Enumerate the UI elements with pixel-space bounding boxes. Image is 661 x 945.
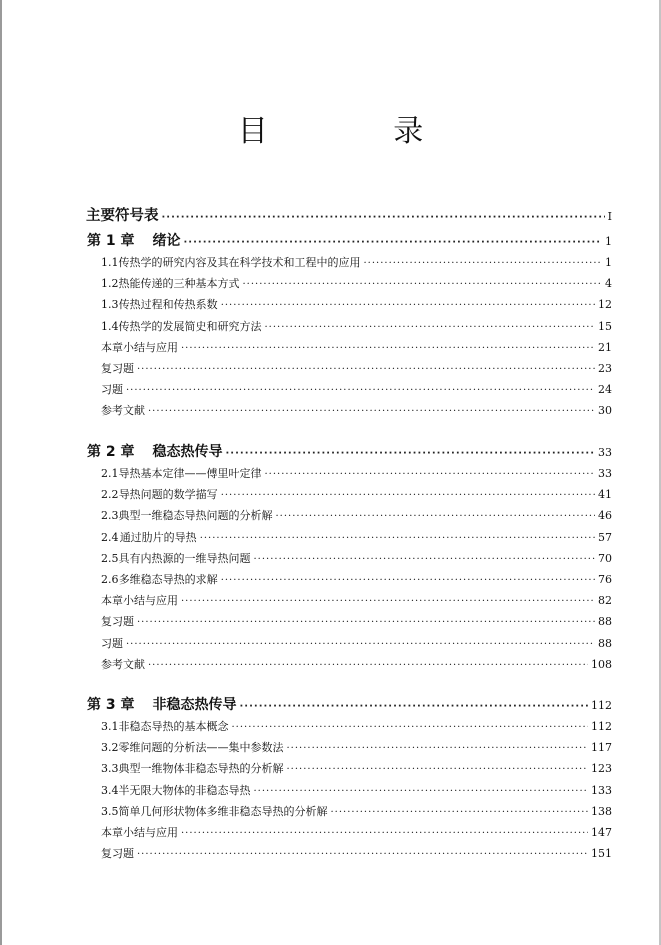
dot-leader [243,279,603,290]
toc-entry-number: 1.2 [101,277,119,291]
toc-entry-page: 133 [591,783,612,797]
toc-extra-1-3[interactable] [101,381,612,397]
dot-leader [200,533,595,544]
toc-section-1-4[interactable] [101,318,612,334]
toc-entry-number: 2.3 [101,509,119,523]
toc-entry-number: 3.2 [101,741,119,755]
toc-entry-title: 传热学的发展简史和研究方法 [118,319,262,333]
toc-entry-number: 3.3 [101,762,119,776]
toc-section-1-1[interactable] [101,254,612,270]
toc-entry-number: 2.2 [101,488,119,502]
toc-entry-title: 零维问题的分析法——集中参数法 [118,741,284,755]
toc-entry-title: 绪论 [152,233,181,249]
toc-section-2-3[interactable] [101,507,612,523]
toc-entry-title: 简单几何形状物体多维非稳态导热的分析解 [118,804,328,818]
toc-section-3-2[interactable] [101,739,612,755]
toc-entry-page: 23 [598,362,612,375]
toc-entry-title: 稳态热传导 [152,444,223,460]
toc-entry-title: 具有内热源的一维导热问题 [118,551,251,565]
toc-entry-page: 1 [605,235,612,248]
toc-section-2-6[interactable] [101,571,612,587]
toc-entry-number: 1.4 [101,319,119,333]
toc-chapter-2[interactable] [87,441,612,461]
toc-section-1-3[interactable] [101,296,612,312]
dot-leader [254,554,596,565]
dot-leader [226,448,596,459]
toc-entry-title: 复习题 [101,847,134,861]
toc-entry-page: 76 [598,573,612,586]
dot-leader [184,237,603,248]
dot-leader [232,722,589,733]
toc-entry-title: 非稳态热传导 [152,697,237,713]
toc-extra-2-1[interactable] [101,592,612,608]
toc-entry-page: 4 [605,277,612,291]
toc-entry-page: 82 [598,594,612,608]
toc-entry-title: 传热过程和传热系数 [118,298,218,312]
toc-entry-number: 1.3 [101,298,119,312]
toc-section-3-5[interactable] [101,803,612,819]
toc-entry-page: 151 [591,847,612,861]
toc-entry-page: 21 [598,340,612,354]
toc-extra-1-4[interactable] [101,402,612,418]
toc-entry-page: 30 [598,404,612,418]
dot-leader [126,385,595,396]
toc-entry-page: 1 [605,256,612,269]
toc-entry-number: 第 1 章 [87,233,135,249]
toc-entry-title: 习题 [101,636,123,650]
toc-entry-page: 33 [598,467,612,480]
dot-leader [254,786,589,797]
toc-entry-number: 第 2 章 [87,444,135,460]
toc-entry-title: 半无限大物体的非稳态导热 [118,783,251,797]
toc-entry-number: 3.5 [101,804,119,818]
toc-entry-title: 典型一维物体非稳态导热的分析解 [118,762,284,776]
toc-entry-title: 参考文献 [101,404,145,418]
toc-entry-title: 参考文献 [101,657,145,671]
toc-entry-title: 传热学的研究内容及其在科学技术和工程中的应用 [118,256,361,269]
toc-extra-2-3[interactable] [101,635,612,651]
dot-leader [364,258,603,269]
toc-entry-title: 本章小结与应用 [101,340,178,354]
toc-entry-page: 117 [591,741,612,755]
toc-entry-page: 112 [591,720,612,733]
dot-leader [221,575,595,586]
toc-extra-2-2[interactable] [101,613,612,629]
dot-leader [137,849,588,860]
dot-leader [287,743,589,754]
toc-entry-page: I [607,210,612,223]
toc-entry-page: 46 [598,509,612,523]
toc-section-3-1[interactable] [101,718,612,734]
toc-entry-title: 非稳态导热的基本概念 [118,720,229,733]
toc-section-1-2[interactable] [101,275,612,291]
toc-entry-title: 典型一维稳态导热问题的分析解 [118,509,273,523]
toc-extra-3-1[interactable] [101,824,612,840]
dot-leader [148,660,588,671]
dot-leader [265,469,596,480]
toc-entry-page: 112 [591,699,612,712]
toc-entry-page: 24 [598,383,612,397]
dot-leader [148,406,595,417]
toc-entry-number: 3.1 [101,720,119,733]
toc-entry-number: 2.6 [101,573,119,586]
toc-entry-title: 复习题 [101,615,134,629]
toc-entry-page: 138 [591,804,612,818]
toc-entry-title: 导热基本定律——傅里叶定律 [118,467,262,480]
toc-entry-page: 88 [598,636,612,650]
dot-leader [162,212,605,223]
dot-leader [265,322,596,333]
toc-entry-page: 33 [598,446,612,459]
toc-extra-2-4[interactable] [101,656,612,672]
toc-entry-title: 导热问题的数学描写 [118,488,218,502]
toc-entry-number: 第 3 章 [87,697,135,713]
toc-entry-number: 2.1 [101,467,119,480]
toc-entry-page: 41 [598,488,612,502]
toc-entry-page: 88 [598,615,612,629]
toc-entry-page: 12 [598,298,612,312]
toc-extra-3-2[interactable] [101,845,612,861]
toc-entry-title: 本章小结与应用 [101,826,178,839]
dot-leader [181,343,595,354]
dot-leader [276,511,596,522]
toc-entry-number: 2.5 [101,551,119,565]
toc-entry-page: 147 [591,826,612,839]
toc-entry-number: 3.4 [101,783,119,797]
toc-section-3-4[interactable] [101,782,612,798]
toc-entry-page: 70 [598,551,612,565]
toc-chapter-1[interactable] [87,230,612,250]
toc-entry-title: 复习题 [101,362,134,375]
toc-section-2-2[interactable] [101,486,612,502]
dot-leader [181,596,595,607]
toc-section-3-3[interactable] [101,760,612,776]
toc-extra-1-1[interactable] [101,339,612,355]
dot-leader [126,639,595,650]
page-title: 目 录 [237,114,482,149]
toc-extra-1-2[interactable] [101,360,612,376]
dot-leader [287,764,589,775]
toc-entry-page: 108 [591,657,612,671]
toc-front-matter[interactable] [86,204,612,225]
toc-entry-title: 多维稳态导热的求解 [118,573,218,586]
toc-entry-number: 1.1 [101,256,119,269]
toc-section-2-5[interactable] [101,550,612,566]
toc-entry-number: 2.4 [101,530,119,544]
toc-entry-page: 57 [598,530,612,544]
toc-chapter-3[interactable] [87,694,612,714]
dot-leader [137,617,595,628]
dot-leader [181,828,588,839]
toc-entry-title: 主要符号表 [86,208,159,224]
dot-leader [221,490,595,501]
toc-section-2-1[interactable] [101,465,612,481]
dot-leader [221,300,595,311]
toc-entry-title: 热能传递的三种基本方式 [118,277,240,291]
toc-entry-page: 123 [591,762,612,776]
dot-leader [137,364,595,375]
dot-leader [240,701,589,712]
toc-entry-title: 通过肋片的导热 [119,530,197,544]
toc-entry-title: 习题 [101,383,123,397]
toc-entry-title: 本章小结与应用 [101,594,178,608]
toc-section-2-4[interactable] [101,529,612,545]
dot-leader [331,807,589,818]
toc-entry-page: 15 [598,319,612,333]
